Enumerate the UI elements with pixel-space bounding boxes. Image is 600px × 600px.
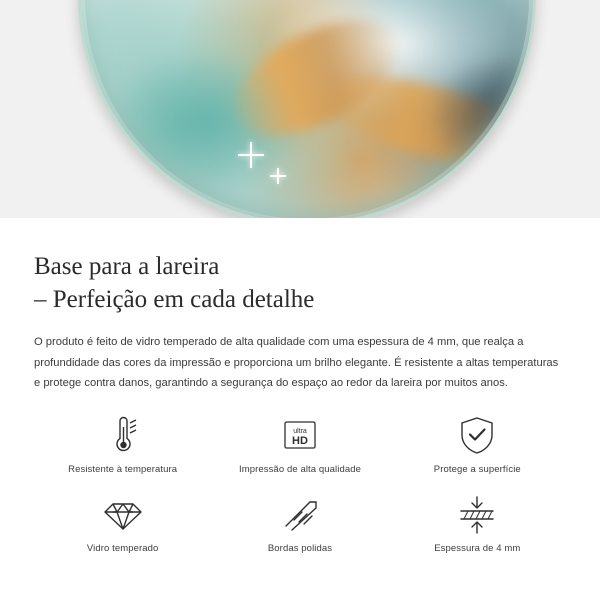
feature-label: Impressão de alta qualidade: [238, 464, 362, 476]
svg-text:ultra: ultra: [293, 428, 307, 436]
description-paragraph: O produto é feito de vidro temperado de alta qualidade com uma espessura de 4 mm, que realça a profundidade das cores da impressão e proporciona um brilho elegante. É resistente a altas temperaturas e protege contra danos, garantindo a segurança do espaço ao redor da lareira por muitos anos.: [34, 336, 559, 390]
ultra-hd-icon: [280, 412, 320, 458]
feature-label: Resistente à temperatura: [68, 464, 178, 476]
feature-label: Protege a superfície: [433, 464, 521, 476]
glass-plate: [78, 0, 536, 218]
polished-edges-icon: [280, 491, 320, 537]
headline-line-2: – Perfeição em cada detalhe: [34, 286, 315, 313]
headline-line-1: Base para a lareira: [34, 253, 220, 280]
thermometer-icon: [106, 412, 140, 458]
feature-item-tempered-glass: [34, 491, 211, 554]
feature-item-surface-protection: [389, 412, 566, 475]
feature-label: Vidro temperado: [86, 543, 159, 555]
content-area: [0, 218, 600, 554]
feature-item-thickness: [389, 491, 566, 554]
shield-check-icon: [458, 412, 496, 458]
feature-item-print-quality: [211, 412, 388, 475]
svg-text:HD: HD: [292, 435, 308, 448]
page-title: [34, 250, 566, 316]
plate-artwork: [81, 0, 533, 218]
hero-image: [0, 0, 600, 218]
feature-label: Espessura de 4 mm: [434, 543, 521, 555]
diamond-icon: [103, 491, 143, 537]
thickness-icon: [455, 491, 499, 537]
feature-label: Bordas polidas: [267, 543, 333, 555]
feature-grid: [34, 412, 566, 554]
feature-item-temperature: [34, 412, 211, 475]
feature-item-polished-edges: [211, 491, 388, 554]
